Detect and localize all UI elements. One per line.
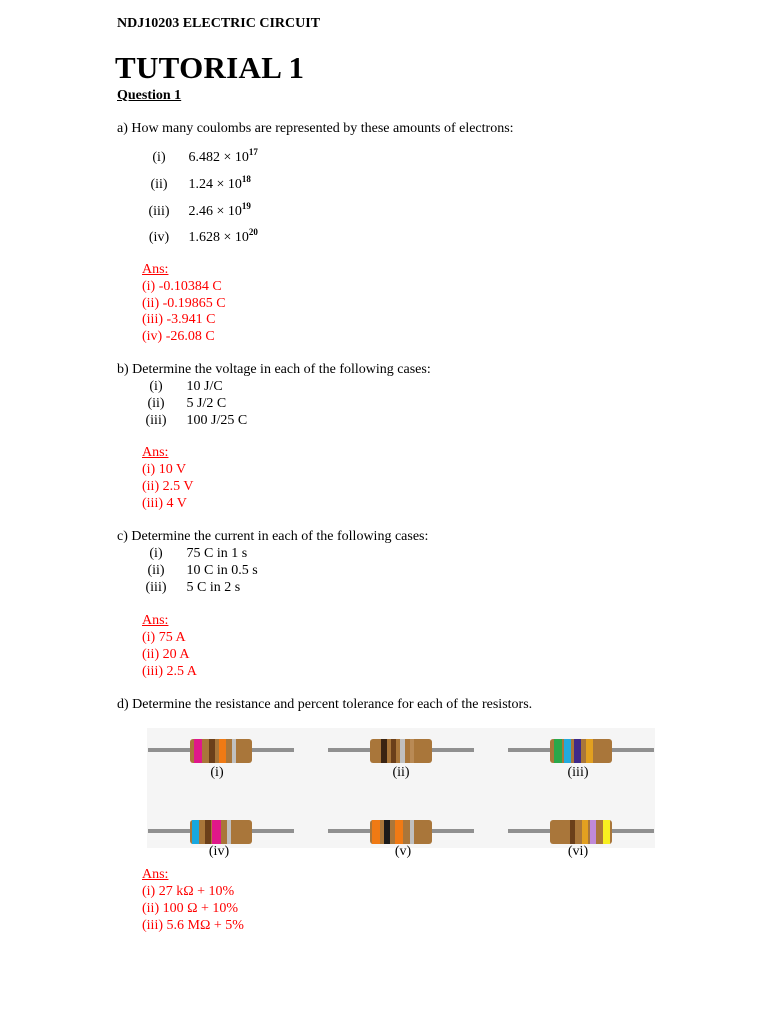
resistor-band — [410, 820, 414, 844]
resistor-band — [586, 739, 593, 763]
part-b-prompt: b) Determine the voltage in each of the following cases: — [117, 362, 431, 377]
part-d-answer-1: (i) 27 kΩ + 10% — [142, 884, 235, 899]
course-title: NDJ10203 ELECTRIC CIRCUIT — [117, 16, 321, 31]
item-number: (iii) — [148, 204, 170, 219]
resistor-body — [190, 820, 252, 844]
resistor-6 — [508, 814, 654, 842]
part-d-answer-2: (ii) 100 Ω + 10% — [142, 901, 239, 916]
item-value: 1.24 × 10 — [188, 177, 242, 192]
resistor-label: (ii) — [392, 765, 410, 780]
resistor-band — [372, 820, 380, 844]
item-value: 5 J/2 C — [186, 396, 227, 411]
resistor-band — [381, 739, 387, 763]
resistor-band — [384, 820, 390, 844]
resistor-label: (v) — [394, 844, 412, 859]
part-a-answer-4: (iv) -26.08 C — [142, 329, 215, 344]
item-value: 75 C in 1 s — [186, 546, 248, 561]
page-title: TUTORIAL 1 — [115, 50, 305, 85]
part-c-item-2 — [137, 563, 258, 579]
part-a-answer-2: (ii) -0.19865 C — [142, 296, 226, 311]
part-c-answer-1: (i) 75 A — [142, 630, 186, 645]
part-a-answer-1: (i) -0.10384 C — [142, 279, 222, 294]
item-number: (ii) — [147, 563, 165, 578]
part-a-ans-label: Ans: — [142, 262, 169, 277]
resistor-band — [192, 820, 199, 844]
item-value: 10 J/C — [186, 379, 223, 394]
resistor-label: (iv) — [208, 844, 230, 859]
item-number: (iii) — [145, 413, 167, 428]
part-c-item-1 — [137, 546, 247, 562]
item-number: (i) — [149, 546, 163, 561]
item-value: 10 C in 0.5 s — [186, 563, 258, 578]
resistor-band — [564, 739, 571, 763]
item-value: 5 C in 2 s — [186, 580, 241, 595]
resistor-label: (i) — [210, 765, 224, 780]
resistor-5 — [328, 814, 474, 842]
part-a-answer-3: (iii) -3.941 C — [142, 312, 216, 327]
part-c-item-3 — [137, 580, 240, 596]
resistor-band — [590, 820, 596, 844]
part-a-item-2 — [140, 174, 251, 193]
item-value: 2.46 × 10 — [188, 204, 242, 219]
resistor-band — [410, 739, 414, 763]
resistor-band — [554, 739, 562, 763]
part-c-ans-label: Ans: — [142, 613, 169, 628]
resistor-band — [395, 820, 403, 844]
resistor-3 — [508, 733, 654, 761]
part-b-ans-label: Ans: — [142, 445, 169, 460]
resistor-band — [603, 820, 610, 844]
part-b-answer-3: (iii) 4 V — [142, 496, 187, 511]
item-number: (ii) — [147, 396, 165, 411]
part-a-item-3 — [140, 201, 251, 220]
part-a-item-1 — [140, 147, 258, 166]
resistor-band — [219, 739, 226, 763]
question-heading: Question 1 — [117, 88, 182, 103]
resistor-2 — [328, 733, 474, 761]
item-exponent: 17 — [248, 147, 258, 157]
item-number: (i) — [149, 379, 163, 394]
item-number: (iv) — [148, 230, 170, 245]
item-value: 1.628 × 10 — [188, 230, 249, 245]
item-number: (ii) — [150, 177, 168, 192]
item-number: (i) — [152, 150, 166, 165]
item-exponent: 20 — [248, 227, 258, 237]
part-b-answer-2: (ii) 2.5 V — [142, 479, 194, 494]
resistor-1 — [148, 733, 294, 761]
part-a-item-4 — [140, 227, 258, 246]
part-b-item-1 — [137, 379, 223, 395]
item-exponent: 18 — [241, 174, 251, 184]
part-c-answer-3: (iii) 2.5 A — [142, 664, 197, 679]
item-value: 100 J/25 C — [186, 413, 248, 428]
resistor-band — [400, 739, 405, 763]
resistor-band — [232, 739, 236, 763]
resistor-band — [209, 739, 215, 763]
part-b-answer-1: (i) 10 V — [142, 462, 187, 477]
part-b-item-3 — [137, 413, 247, 429]
resistor-label: (iii) — [567, 765, 589, 780]
item-exponent: 19 — [241, 201, 251, 211]
part-c-answer-2: (ii) 20 A — [142, 647, 190, 662]
resistor-4 — [148, 814, 294, 842]
part-b-item-2 — [137, 396, 226, 412]
resistor-band — [194, 739, 202, 763]
part-d-prompt: d) Determine the resistance and percent tolerance for each of the resistors. — [117, 697, 533, 712]
resistor-band — [391, 739, 396, 763]
item-value: 6.482 × 10 — [188, 150, 249, 165]
part-d-ans-label: Ans: — [142, 867, 169, 882]
resistor-band — [574, 739, 581, 763]
part-a-prompt: a) How many coulombs are represented by these amounts of electrons: — [117, 121, 514, 136]
resistor-figure — [147, 728, 655, 859]
part-d-answer-3: (iii) 5.6 MΩ + 5% — [142, 918, 244, 933]
resistor-band — [212, 820, 221, 844]
resistor-band — [227, 820, 231, 844]
part-c-prompt: c) Determine the current in each of the following cases: — [117, 529, 429, 544]
item-number: (iii) — [145, 580, 167, 595]
resistor-band — [205, 820, 211, 844]
resistor-band — [582, 820, 588, 844]
resistor-band — [570, 820, 575, 844]
resistor-label: (vi) — [567, 844, 589, 859]
